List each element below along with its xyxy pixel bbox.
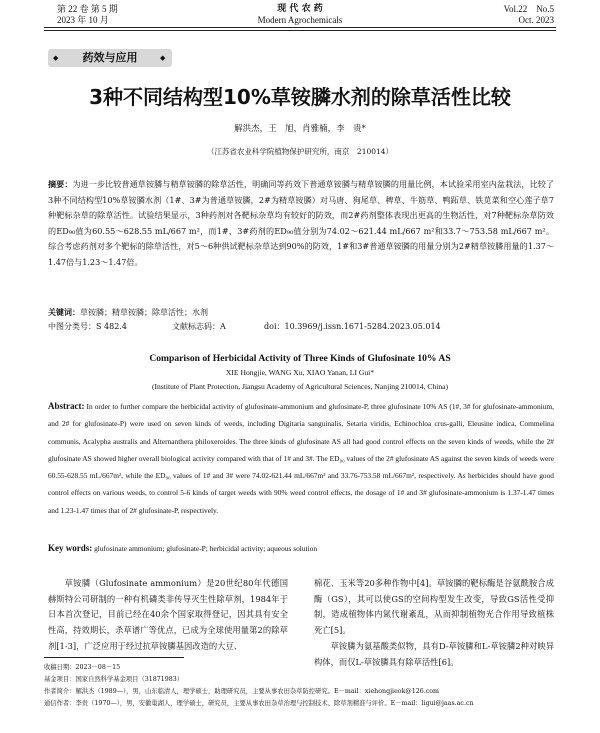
doi: doi：10.3969/j.issn.1671-5284.2023.05.014 [264, 322, 441, 331]
author-bio: 作者简介：解洪杰（1989—），男，山东临清人，理学硕士，助理研究员，主要从事农田杂草防控研究。E－mail：xiehongjieok@126.com [44, 688, 440, 695]
keywords-en-text: glufosinate ammonium; glufosinate-P; herbicidal activity; aqueous solution [94, 544, 318, 553]
author-list: 解洪杰，王 旭，肖雅楠，李 贵* [234, 124, 366, 134]
body-paragraph: 棉花、玉米等20多种作物中[4]。草铵膦的靶标酶是谷氨酰胺合成酶（GS），其可以使GS的空间构型发生改变，导致GS活性受抑制，造成植物体内氮代谢紊乱，从而抑制植物光合作用导致植株死亡[5]。 [314, 578, 554, 636]
header-center [200, 4, 400, 26]
keywords-cn [48, 306, 554, 319]
diamond-icon: ◆ [160, 54, 166, 62]
fund-info: 基金项目：国家自然科学基金项目（31871983） [44, 676, 184, 683]
body-paragraph: 草铵膦（Glufosinate ammonium）是20世纪80年代德国赫斯特公司研制的一种有机磷类非传导灭生性除草剂，1984年于日本首次登记，目前已经在40余个国家取得登记，因其具有安全性高，持效期长，杀草谱广等优点，已成为全球使用量第2的除草剂[1-3]，广泛应用于经过抗草铵膦基因改造的大豆、 [48, 578, 288, 651]
affiliation: （江苏省农业科学院植物保护研究所，南京 210014） [206, 147, 394, 156]
abstract-en-label: Abstract: [48, 401, 85, 411]
journal-name-cn: 现 代 农 药 [277, 4, 323, 14]
article-title: 3种不同结构型10%草铵膦水剂的除草活性比较 [89, 85, 511, 109]
volume-issue: 第 22 卷 第 5 期 [57, 4, 118, 14]
abstract-cn-label: 摘要： [48, 179, 73, 189]
diamond-icon: ◆ [53, 54, 59, 62]
header-rule-thin [44, 30, 556, 31]
body-right-column [314, 576, 554, 670]
body-paragraph: 草铵膦为氨基酸类似物，具有D-草铵膦和L-草铵膦2种对映异构体，而仅L-草铵膦具有除草活性[6]。 [314, 640, 554, 667]
date-en: Oct. 2023 [518, 15, 554, 25]
en-authors: XIE Hongjie, WANG Xu, XIAO Yanan, LI Gui* [225, 368, 375, 377]
section-tag [48, 49, 172, 67]
body-left-column [48, 576, 288, 655]
footnotes [44, 662, 556, 710]
received-date: 收稿日期：2023－08－15 [44, 664, 121, 671]
document-code: 文献标志码：A [172, 322, 226, 331]
keywords-cn-label: 关键词： [48, 307, 80, 317]
abstract-cn [48, 177, 554, 270]
corresponding-author: 通信作者：李贵（1970—），男，安徽巢湖人，理学硕士，研究员，主要从事农田杂草治理与控制技术、除草剂精准与评价。E－mail：ligui@jaas.ac.cn [44, 700, 474, 707]
header-left [57, 4, 118, 26]
journal-name-en: Modern Agrochemicals [257, 15, 343, 25]
abstract-cn-text: 为进一步比较普通草铵膦与精草铵膦的除草活性，明确同等药效下普通草铵膦与精草铵膦的用量比例，本试验采用室内盆栽法，比较了3种不同结构型10%草铵膦水剂（1#、3#为普通草铵膦，2#为精草铵膦）对马唐、狗尾草、稗草、牛筋草、鸭跖草、铁苋菜和空心莲子草7种靶标杂草的除草活性。试验结果显示，3种药剂对各靶标杂草均有较好的防效，而2#药剂整体表现出更高的生物活性，对7种靶标杂草防效的ED₉₀值为60.55～628.55 mL/667 m²，而1#、3#药剂的ED₉₀值分别为74.02～621.44 mL/667 m²和33.7～753.58 mL/667 m²。综合考虑药剂对多个靶标的除草活性，对5～6种供试靶标杂草达到90%的防效，1#和3#普通草铵膦的用量分别为2#精草铵膦用量的1.37～1.47倍与1.23～1.47倍。 [48, 179, 554, 267]
section-tag-label: 药效与应用 [82, 51, 138, 64]
volume-number-en: Vol.22 No.5 [503, 4, 554, 14]
en-title: Comparison of Herbicidal Activity of Three Kinds of Glufosinate 10% AS [149, 353, 451, 364]
issue-date: 2023 年 10 月 [57, 15, 109, 25]
header-rule [44, 27, 556, 28]
abstract-en-text: In order to further compare the herbicidal activity of glufosinate-ammonium and glufosinate-P, three glufosinate 10% AS (1#, 3# for glufosinate-ammonium, and 2# for glufosinate-P) were used on seven kinds of weeds, including Digitaria sanguinalis, Setaria viridis, Echinochloa crus-galli, Eleusine indica, Commelina communis, Acalypha australis and Alternanthera philoxeroides. The three kinds of glufosinate AS all had good control effects on the seven kinds of weeds, while the 2# glufosinate AS showed higher overall biological activity compared with that of 1# and 3#. The ED₉₀ values of the 2# glufosinate AS against the seven kinds of weeds were 60.55-628.55 mL/667m², while the ED₉₀ values of 1# and 3# were 74.02-621.44 mL/667m² and 33.76-753.58 mL/667m², respectively. As herbicides should have good control effects on various weeds, to control 5-6 kinds of target weeds with 90% weed control effects, the dosage of 1# and 3# glufosinate-ammonium is 1.37-1.47 times and 1.23-1.47 times that of 2# glufosinate-P, respectively. [48, 402, 554, 515]
abstract-en [48, 398, 554, 519]
clc-number: 中图分类号：S 482.4 [48, 322, 127, 331]
keywords-en-label: Key words: [48, 543, 93, 553]
keywords-en [48, 542, 554, 555]
keywords-cn-text: 草铵膦；精草铵膦；除草活性；水剂 [80, 308, 208, 317]
en-affiliation: (Institute of Plant Protection, Jiangsu Academy of Agricultural Sciences, Nanjing 210014, China) [151, 382, 449, 391]
classification-line [48, 321, 554, 333]
header-right [470, 4, 554, 26]
footnote-rule [44, 657, 184, 658]
